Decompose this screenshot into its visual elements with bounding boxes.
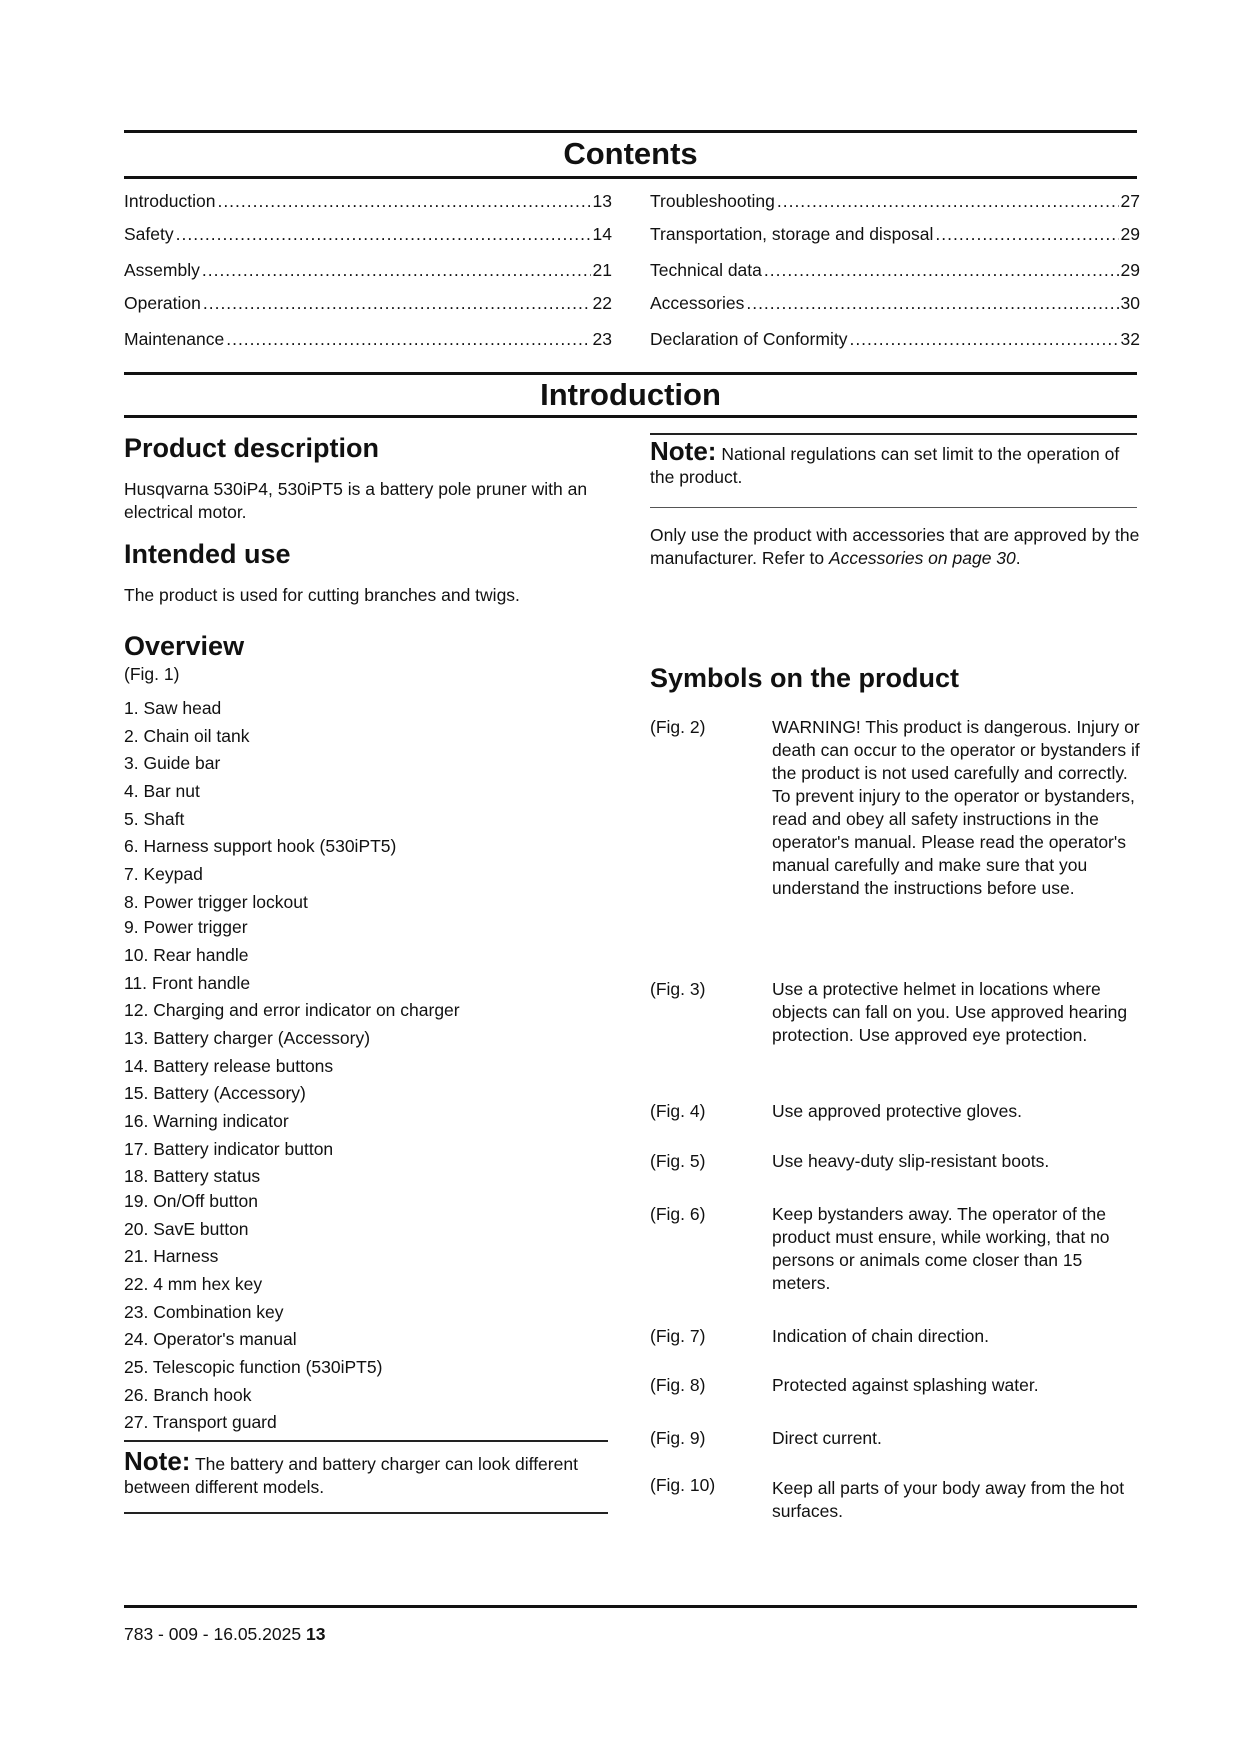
product-description-text: Husqvarna 530iP4, 530iPT5 is a battery pole pruner with an electrical motor. bbox=[124, 479, 588, 522]
note-right-top-rule bbox=[650, 433, 1137, 435]
accessories-text-prefix: Only use the product with accessories that are approved by the manufacturer. Refer to bbox=[650, 525, 1140, 568]
list-item: 3. Guide bar bbox=[124, 753, 221, 773]
accessories-text-suffix: . bbox=[1015, 548, 1021, 568]
symbol-fig-ref: (Fig. 2) bbox=[650, 717, 706, 737]
toc-entry-operation[interactable] bbox=[124, 292, 612, 314]
symbol-description: Keep all parts of your body away from the hot surfaces. bbox=[772, 1478, 1125, 1521]
symbol-description: Use approved protective gloves. bbox=[772, 1101, 1022, 1121]
list-item: 25. Telescopic function (530iPT5) bbox=[124, 1357, 383, 1377]
list-item: 4. Bar nut bbox=[124, 781, 200, 801]
list-item: 2. Chain oil tank bbox=[124, 726, 250, 746]
overview-fig-ref: (Fig. 1) bbox=[124, 664, 180, 684]
toc-page: 22 bbox=[592, 293, 612, 313]
list-item: 22. 4 mm hex key bbox=[124, 1274, 263, 1294]
list-item: 24. Operator's manual bbox=[124, 1329, 297, 1349]
footer-doc-ref: 783 - 009 - 16.05.2025 bbox=[124, 1624, 302, 1644]
toc-entry-assembly[interactable] bbox=[124, 259, 612, 281]
list-item: 21. Harness bbox=[124, 1246, 219, 1266]
toc-page: 13 bbox=[592, 191, 612, 211]
contents-bottom-rule bbox=[124, 176, 1137, 179]
toc-label: Transportation, storage and disposal bbox=[650, 224, 934, 244]
page-footer bbox=[124, 1623, 325, 1645]
list-item: 20. SavE button bbox=[124, 1219, 249, 1239]
symbols-heading: Symbols on the product bbox=[650, 663, 960, 693]
toc-label: Introduction bbox=[124, 191, 216, 211]
list-item: 13. Battery charger (Accessory) bbox=[124, 1028, 371, 1048]
introduction-bottom-rule bbox=[124, 415, 1137, 418]
note-left bbox=[124, 1446, 614, 1499]
list-item: 27. Transport guard bbox=[124, 1412, 277, 1432]
toc-page: 21 bbox=[592, 260, 612, 280]
toc-entry-introduction[interactable] bbox=[124, 190, 612, 212]
symbol-description: Direct current. bbox=[772, 1428, 882, 1448]
list-item: 23. Combination key bbox=[124, 1302, 284, 1322]
list-item: 15. Battery (Accessory) bbox=[124, 1083, 306, 1103]
note-label: Note: bbox=[650, 436, 717, 466]
symbol-description: WARNING! This product is dangerous. Injury or death can occur to the operator or bystanders if the product is not used carefully and correctly. To prevent injury to the operator or bystanders, read and obey all safety instructions in the operator's manual. Please read the operator's manual carefully and make sure that you understand the instructions before use. bbox=[772, 717, 1140, 898]
toc-label: Operation bbox=[124, 293, 201, 313]
list-item: 12. Charging and error indicator on charger bbox=[124, 1000, 460, 1020]
note-label: Note: bbox=[124, 1446, 191, 1476]
toc-page: 29 bbox=[1120, 260, 1140, 280]
toc-page: 27 bbox=[1120, 191, 1140, 211]
toc-label: Safety bbox=[124, 224, 174, 244]
toc-entry-transportation[interactable] bbox=[650, 223, 1140, 245]
symbol-fig-ref: (Fig. 8) bbox=[650, 1375, 706, 1395]
symbol-description: Use a protective helmet in locations where objects can fall on you. Use approved hearing protection. Use approved eye protection. bbox=[772, 979, 1128, 1045]
note-right-bottom-rule bbox=[650, 507, 1137, 508]
symbol-description: Keep bystanders away. The operator of the product must ensure, while working, that no persons or animals come closer than 15 meters. bbox=[772, 1204, 1110, 1293]
list-item: 9. Power trigger bbox=[124, 917, 248, 937]
note-right bbox=[650, 436, 1120, 489]
note-left-text: The battery and battery charger can look different between different models. bbox=[124, 1454, 578, 1497]
toc-label: Technical data bbox=[650, 260, 762, 280]
list-item: 18. Battery status bbox=[124, 1166, 261, 1186]
list-item: 10. Rear handle bbox=[124, 945, 249, 965]
list-item: 5. Shaft bbox=[124, 809, 185, 829]
toc-label: Assembly bbox=[124, 260, 200, 280]
footer-page-number: 13 bbox=[305, 1624, 326, 1644]
toc-entry-accessories[interactable] bbox=[650, 292, 1140, 314]
symbol-fig-ref: (Fig. 5) bbox=[650, 1151, 706, 1171]
list-item: 14. Battery release buttons bbox=[124, 1056, 334, 1076]
contents-top-rule bbox=[124, 130, 1137, 133]
introduction-top-rule bbox=[124, 372, 1137, 375]
intended-use-heading: Intended use bbox=[124, 539, 291, 569]
toc-label: Maintenance bbox=[124, 329, 225, 349]
note-left-bottom-rule bbox=[124, 1512, 608, 1514]
toc-label: Declaration of Conformity bbox=[650, 329, 848, 349]
symbol-fig-ref: (Fig. 10) bbox=[650, 1475, 716, 1495]
contents-title: Contents bbox=[563, 136, 698, 171]
intended-use-text: The product is used for cutting branches and twigs. bbox=[124, 585, 520, 605]
symbol-description: Protected against splashing water. bbox=[772, 1375, 1039, 1395]
symbol-fig-ref: (Fig. 9) bbox=[650, 1428, 706, 1448]
list-item: 17. Battery indicator button bbox=[124, 1139, 334, 1159]
toc-entry-maintenance[interactable] bbox=[124, 328, 612, 350]
toc-page: 30 bbox=[1120, 293, 1140, 313]
overview-heading: Overview bbox=[124, 631, 245, 661]
accessories-link[interactable]: Accessories on page 30 bbox=[828, 548, 1016, 568]
product-description-heading: Product description bbox=[124, 433, 380, 463]
introduction-title: Introduction bbox=[540, 377, 721, 412]
list-item: 19. On/Off button bbox=[124, 1191, 258, 1211]
symbol-description: Indication of chain direction. bbox=[772, 1326, 989, 1346]
list-item: 6. Harness support hook (530iPT5) bbox=[124, 836, 397, 856]
symbol-fig-ref: (Fig. 6) bbox=[650, 1204, 706, 1224]
symbol-fig-ref: (Fig. 4) bbox=[650, 1101, 706, 1121]
list-item: 7. Keypad bbox=[124, 864, 203, 884]
toc-label: Troubleshooting bbox=[650, 191, 775, 211]
symbol-fig-ref: (Fig. 3) bbox=[650, 979, 706, 999]
list-item: 8. Power trigger lockout bbox=[124, 892, 308, 912]
footer-rule bbox=[124, 1605, 1137, 1608]
accessories-text bbox=[650, 524, 1144, 570]
list-item: 16. Warning indicator bbox=[124, 1111, 289, 1131]
list-item: 11. Front handle bbox=[124, 973, 251, 993]
toc-label: Accessories bbox=[650, 293, 745, 313]
toc-page: 14 bbox=[592, 224, 612, 244]
note-left-top-rule bbox=[124, 1440, 608, 1442]
toc-entry-safety[interactable] bbox=[124, 223, 612, 245]
toc-entry-declaration[interactable] bbox=[650, 328, 1140, 350]
toc-page: 29 bbox=[1120, 224, 1140, 244]
toc-entry-troubleshooting[interactable] bbox=[650, 190, 1140, 212]
list-item: 26. Branch hook bbox=[124, 1385, 252, 1405]
toc-page: 23 bbox=[592, 329, 612, 349]
note-right-text: National regulations can set limit to the operation of the product. bbox=[650, 444, 1120, 487]
toc-entry-technical-data[interactable] bbox=[650, 259, 1140, 281]
list-item: 1. Saw head bbox=[124, 698, 222, 718]
symbol-fig-ref: (Fig. 7) bbox=[650, 1326, 706, 1346]
symbol-description: Use heavy-duty slip-resistant boots. bbox=[772, 1151, 1050, 1171]
toc-page: 32 bbox=[1120, 329, 1140, 349]
